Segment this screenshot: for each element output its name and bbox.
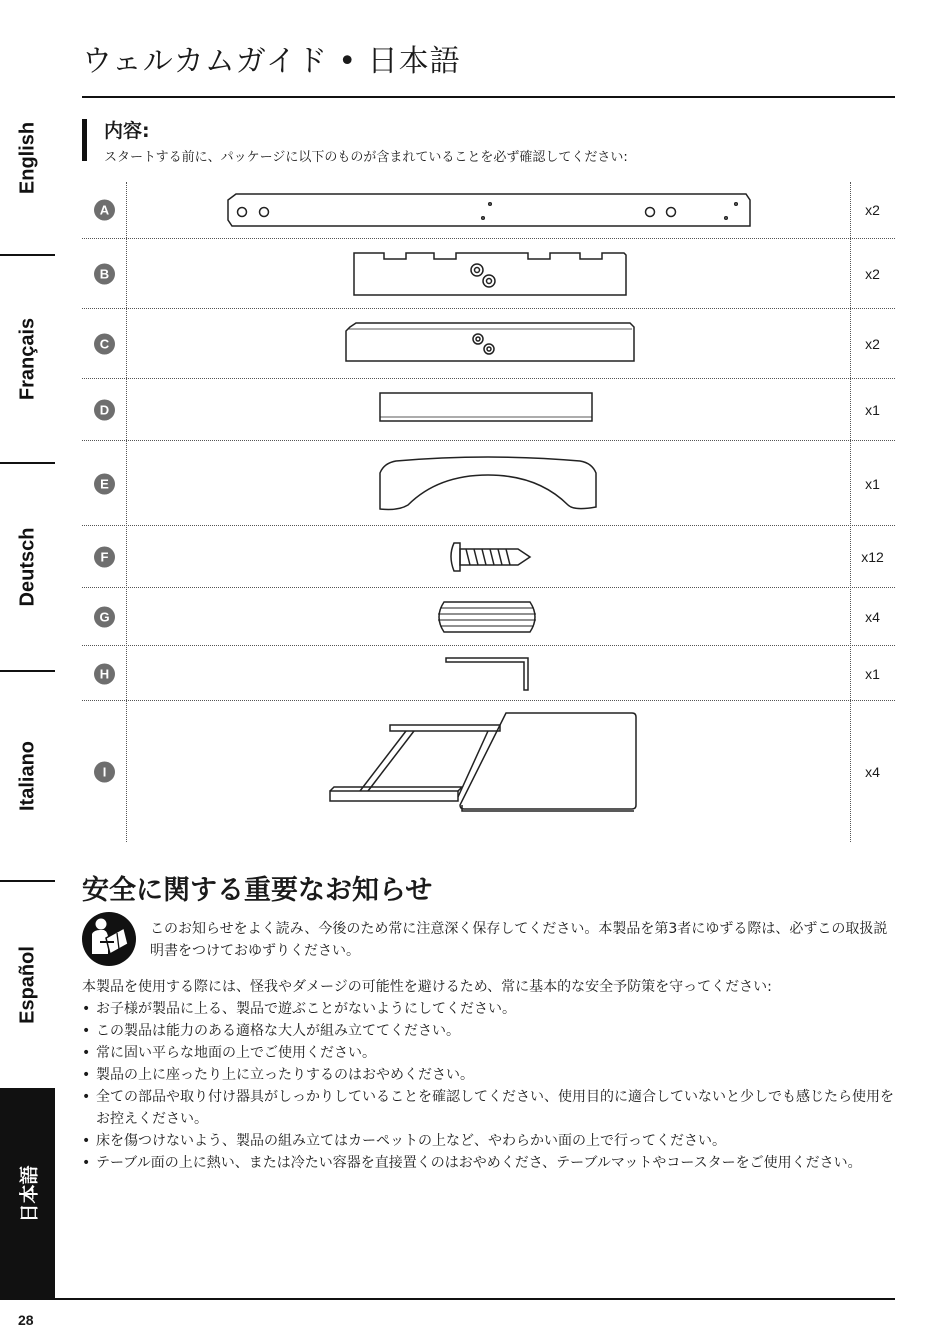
page-number: 28 [18,1312,34,1328]
footer-divider [0,1298,895,1300]
list-item: • 全ての部品や取り付け器具がしっかりしていることを確認してください、使用目的に適合していないと少しでも感じたら使用をお控えください。 [82,1086,895,1130]
lang-tab-label: Deutsch [16,527,38,607]
lang-tab-label: Français [16,317,38,401]
contents-heading: 内容: [104,120,150,142]
read-manual-icon [80,910,138,968]
part-row-c [82,308,895,379]
list-item: • お子様が製品に上る、製品で遊ぶことがないようにしてください。 [82,998,895,1020]
beam-part-icon [128,309,850,379]
part-letter: C [94,334,115,355]
part-letter: E [94,473,115,494]
list-item: • 床を傷つけないよう、製品の組み立てはカーペットの上など、やわらかい面の上で行ってください。 [82,1130,895,1152]
notched-beam-part-icon [128,239,850,309]
lang-tab-deutsch[interactable] [0,464,55,670]
lang-tab-english[interactable] [0,60,55,255]
part-qty: x1 [865,475,880,492]
part-letter: A [94,200,115,221]
foot-cap-icon [128,588,850,646]
part-letter: I [94,762,115,783]
part-qty: x12 [861,549,884,565]
lang-tab-label: 日本語 [18,1165,40,1223]
part-row-g [82,587,895,646]
allen-key-icon [128,646,850,701]
part-row-b [82,238,895,309]
part-row-a [82,182,895,238]
part-qty: x1 [865,402,880,418]
part-row-d [82,378,895,441]
lang-tab-francais[interactable] [0,256,55,462]
part-qty: x4 [865,764,880,780]
screw-icon [128,526,850,588]
part-letter: F [94,547,115,568]
long-rail-part-icon [128,182,850,238]
list-item: • 常に固い平らな地面の上でご使用ください。 [82,1042,895,1064]
list-item: • 製品の上に座ったり上に立ったりするのはおやめください。 [82,1064,895,1086]
title-divider [82,96,895,98]
part-letter: H [94,663,115,684]
lang-tab-label: Español [16,946,38,1024]
part-row-h [82,645,895,701]
parts-table [82,182,895,842]
safety-lead: 本製品を使用する際には、怪我やダメージの可能性を避けるため、常に基本的な安全予防策を守ってください: [82,979,772,995]
part-row-f [82,525,895,588]
lang-tab-italiano[interactable] [0,672,55,880]
section-marker [82,119,87,161]
part-qty: x4 [865,609,880,625]
page-title: ウェルカムガイド • 日本語 [82,44,461,79]
curved-brace-part-icon [128,441,850,526]
bar-part-icon [128,379,850,441]
part-row-e [82,440,895,526]
lang-tab-espanol[interactable] [0,882,55,1088]
list-item: • この製品は能力のある適格な大人が組み立ててください。 [82,1020,895,1042]
part-qty: x2 [865,202,880,218]
part-qty: x2 [865,266,880,282]
lang-tab-label: English [16,121,38,194]
part-letter: B [94,264,115,285]
part-letter: D [94,400,115,421]
safety-heading: 安全に関する重要なお知らせ [82,875,433,906]
part-qty: x2 [865,336,880,352]
safety-notice: このお知らせをよく読み、今後のため常に注意深く保存してください。本製品を第3者にゆずる際は、必ずこの取扱説明書をつけておゆずりください。 [150,921,888,959]
sliding-tray-part-icon [128,701,850,843]
part-qty: x1 [865,665,880,682]
part-letter: G [94,607,115,628]
lang-tab-japanese[interactable] [0,1088,55,1300]
safety-list [82,998,895,1174]
part-row-i [82,700,895,843]
lang-tab-label: Italiano [16,740,38,812]
contents-intro: スタートする前に、パッケージに以下のものが含まれていることを必ず確認してください: [104,150,628,165]
list-item: • テーブル面の上に熱い、または冷たい容器を直接置くのはおやめくださ、テーブルマットやコースターをご使用ください。 [82,1152,895,1174]
